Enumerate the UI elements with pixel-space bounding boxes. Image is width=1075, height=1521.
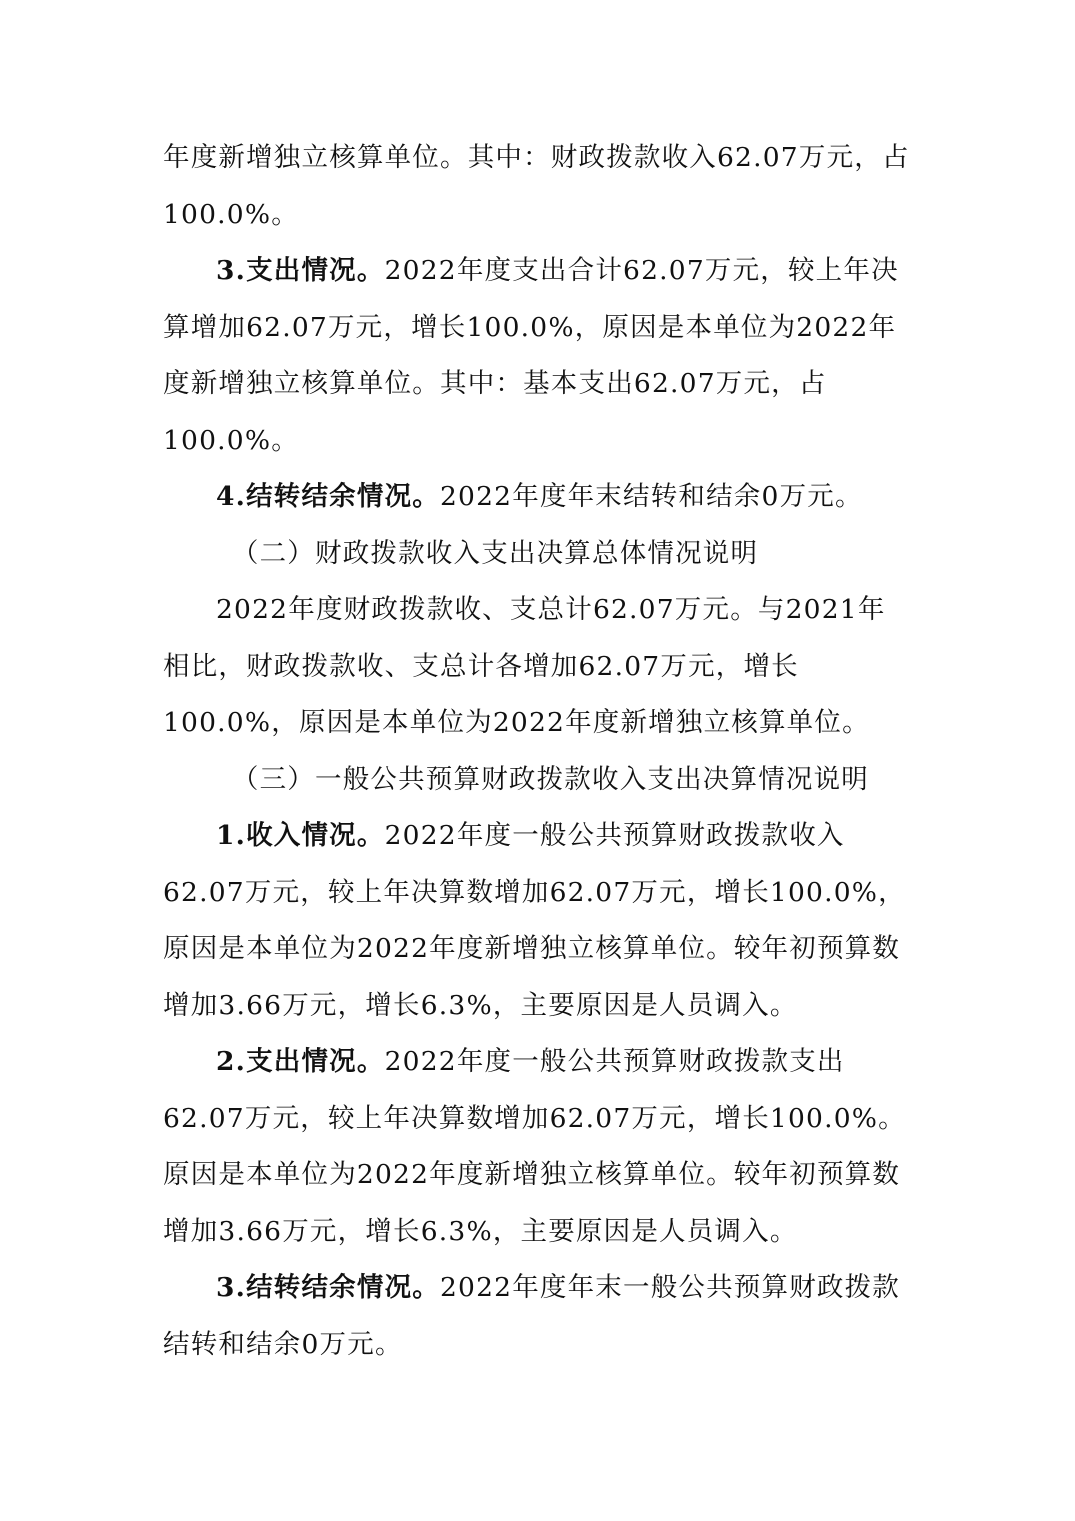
paragraph-text: 2022年度年末结转和结余0万元。: [439, 481, 863, 512]
paragraph-text: 2022年度年末一般公共预算财政拨款结转和结余0万元。: [163, 1272, 901, 1360]
paragraph-lead: 1.收入情况。: [216, 820, 385, 851]
paragraph-lead: 4.结转结余情况。: [216, 481, 440, 512]
document-body: [163, 130, 913, 1373]
paragraph-carryover: [163, 469, 913, 526]
heading-text: （三）一般公共预算财政拨款收入支出决算情况说明: [231, 763, 869, 795]
paragraph-general-carryover: [163, 1260, 913, 1373]
paragraph-fiscal-overall: [163, 582, 913, 752]
paragraph-general-expenditure: [163, 1034, 913, 1260]
paragraph-income-continued: [163, 130, 913, 243]
paragraph-text: 年度新增独立核算单位。其中：财政拨款收入62.07万元，占100.0%。: [163, 142, 910, 230]
paragraph-expenditure: [163, 243, 913, 469]
paragraph-general-income: [163, 808, 913, 1034]
heading-text: （二）财政拨款收入支出决算总体情况说明: [231, 537, 759, 569]
paragraph-lead: 3.结转结余情况。: [216, 1272, 440, 1303]
paragraph-lead: 3.支出情况。: [216, 255, 385, 286]
paragraph-lead: 2.支出情况。: [216, 1046, 385, 1077]
paragraph-text: 2022年度一般公共预算财政拨款支出62.07万元，较上年决算数增加62.07万元，增长100.0%。原因是本单位为2022年度新增独立核算单位。较年初预算数增加3.66万元，增长6.3%，主要原因是人员调入。: [163, 1046, 906, 1247]
section-heading-fiscal-overall: [163, 526, 913, 583]
paragraph-text: 2022年度财政拨款收、支总计62.07万元。与2021年相比，财政拨款收、支总计各增加62.07万元，增长100.0%，原因是本单位为2022年度新增独立核算单位。: [163, 594, 886, 738]
paragraph-text: 2022年度一般公共预算财政拨款收入62.07万元，较上年决算数增加62.07万元，增长100.0%，原因是本单位为2022年度新增独立核算单位。较年初预算数增加3.66万元，增长6.3%，主要原因是人员调入。: [163, 820, 906, 1021]
section-heading-general-budget: [163, 752, 913, 809]
paragraph-text: 2022年度支出合计62.07万元，较上年决算增加62.07万元，增长100.0%，原因是本单位为2022年度新增独立核算单位。其中：基本支出62.07万元，占100.0%。: [163, 255, 899, 456]
